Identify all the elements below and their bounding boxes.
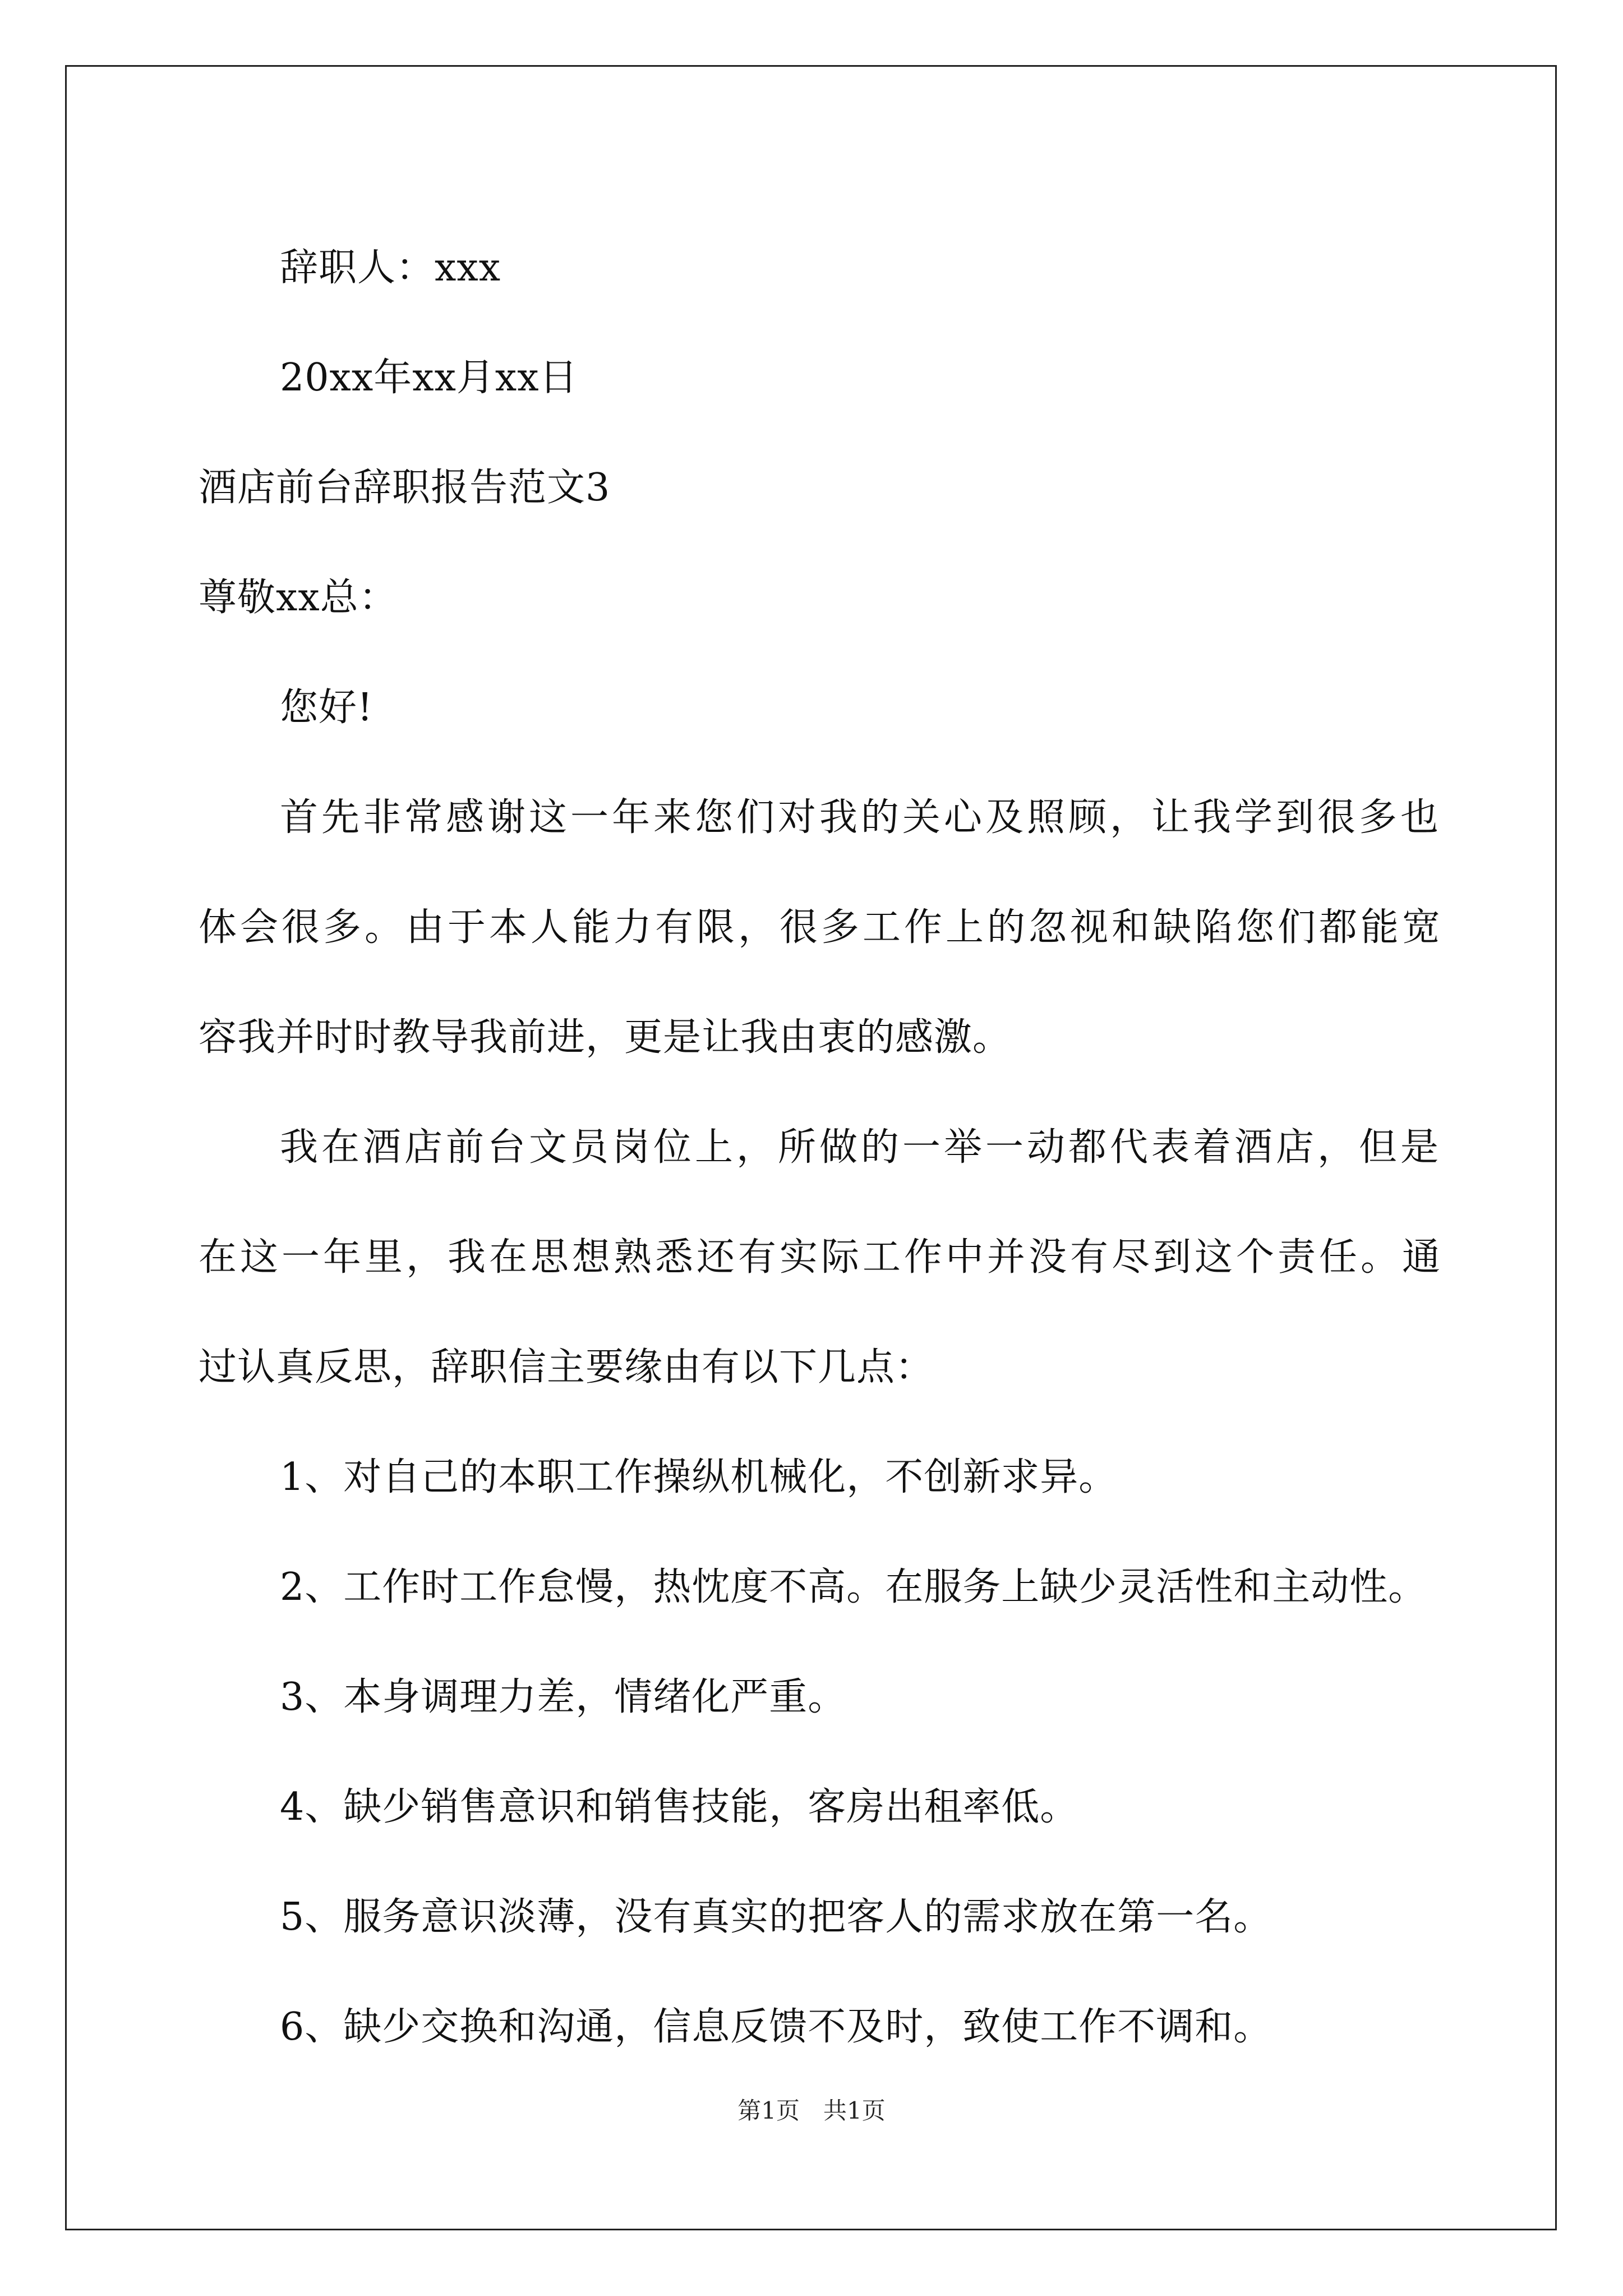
list-item: 5、服务意识淡薄，没有真实的把客人的需求放在第一名。 [280, 1895, 1272, 1939]
greeting: 您好! [280, 685, 374, 730]
paragraph-2-line: 在这一年里，我在思想熟悉还有实际工作中并没有尽到这个责任。通 [199, 1235, 1444, 1280]
list-item: 3、本身调理力差，情绪化严重。 [280, 1675, 847, 1719]
paragraph-1 [199, 763, 1444, 1093]
document-body [199, 213, 1444, 2082]
date-line: 20xx年xx月xx日 [280, 356, 578, 400]
list-item: 4、缺少销售意识和销售技能，客房出租率低。 [280, 1785, 1079, 1829]
paragraph-1-line: 体会很多。由于本人能力有限，很多工作上的忽视和缺陷您们都能宽 [199, 905, 1444, 950]
salutation: 尊敬xx总： [199, 576, 398, 620]
list-item: 2、工作时工作怠慢，热忱度不高。在服务上缺少灵活性和主动性。 [280, 1565, 1427, 1609]
paragraph-2 [199, 1093, 1444, 1423]
reasons-list [199, 1423, 1432, 2082]
signer-line: 辞职人：xxx [280, 246, 501, 290]
paragraph-1-line: 首先非常感谢这一年来您们对我的关心及照顾，让我学到很多也 [280, 795, 1442, 840]
document-title: 酒店前台辞职报告范文3 [199, 466, 611, 510]
list-item: 6、缺少交换和沟通，信息反馈不及时，致使工作不调和。 [280, 2005, 1272, 2049]
paragraph-2-line: 我在酒店前台文员岗位上，所做的一举一动都代表着酒店，但是 [280, 1125, 1442, 1170]
page-footer: 第1页 共1页 [737, 2097, 886, 2124]
paragraph-2-line: 过认真反思，辞职信主要缘由有以下几点： [199, 1345, 934, 1389]
paragraph-1-line: 容我并时时教导我前进，更是让我由衷的感激。 [199, 1015, 1012, 1060]
list-item: 1、对自己的本职工作操纵机械化，不创新求异。 [280, 1455, 1118, 1499]
